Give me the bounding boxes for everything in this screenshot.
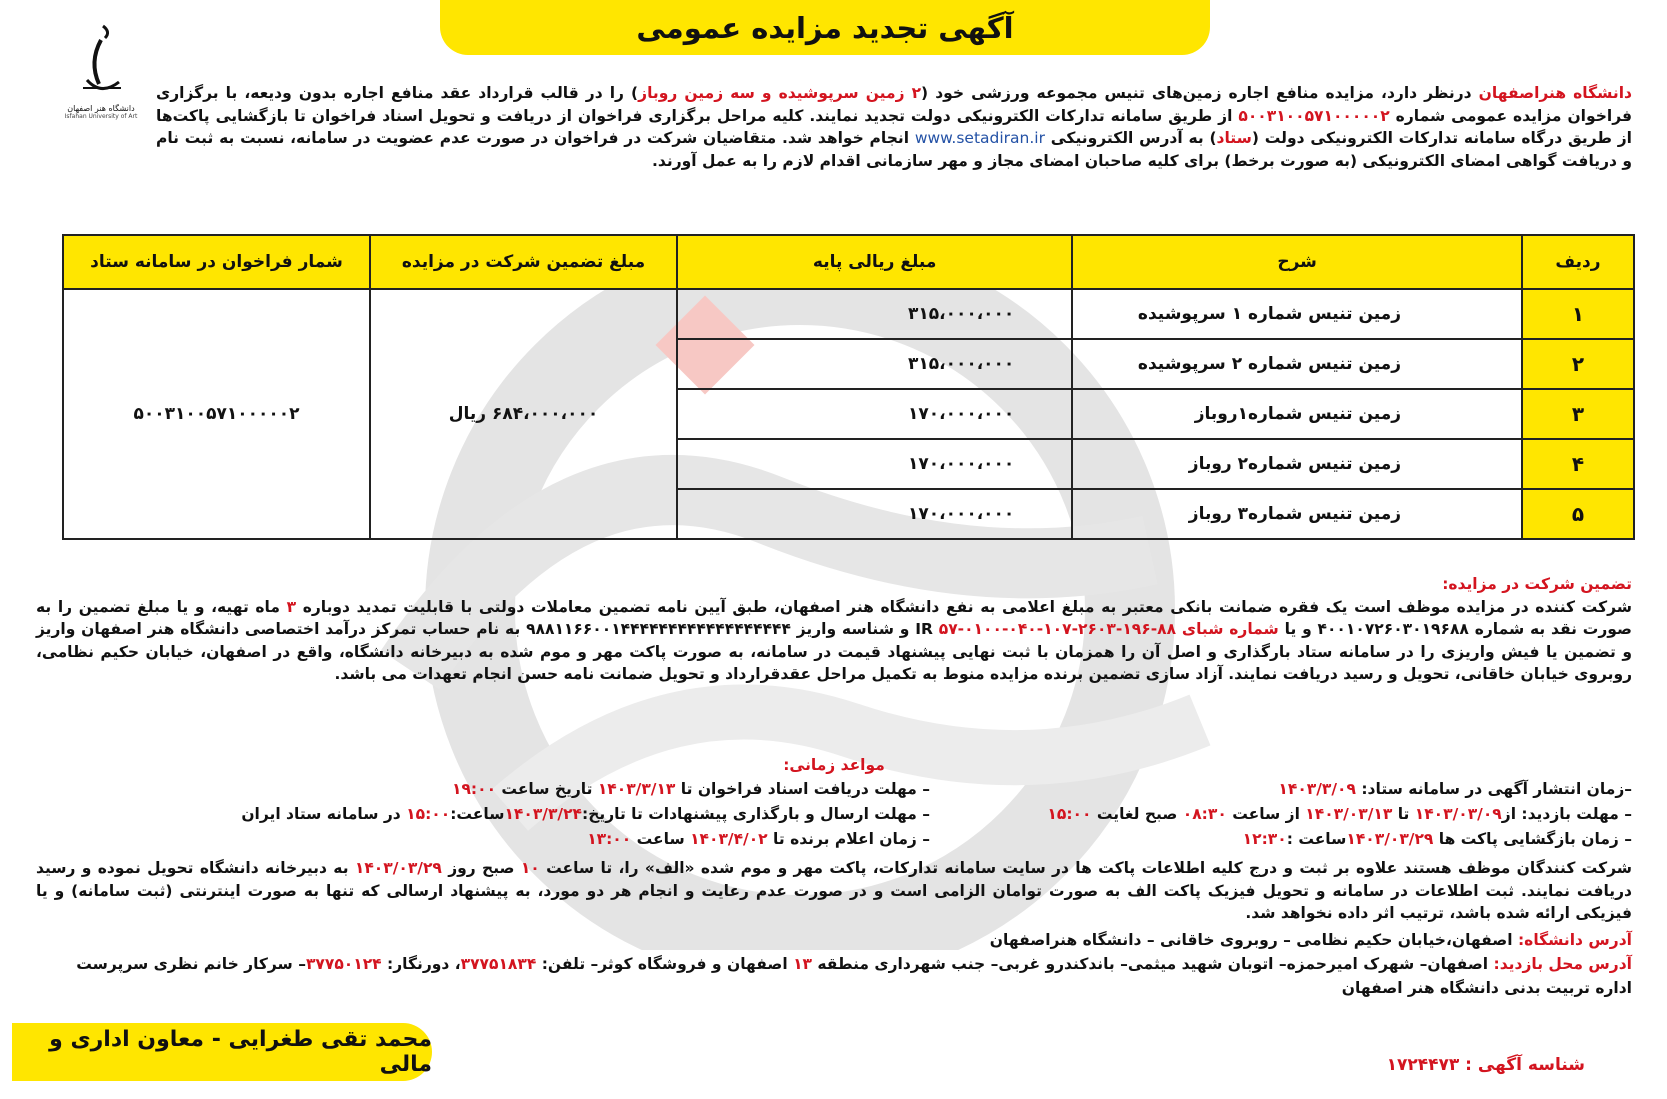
table-row (63, 289, 1634, 339)
guarantee-amount: ۶۸۴،۰۰۰،۰۰۰ ریال (370, 289, 677, 539)
submission-deadline-suffix: در سامانه ستاد ایران (241, 805, 407, 823)
submission-hour: ۱۰ (520, 859, 540, 877)
row-base-amount: ۱۷۰،۰۰۰،۰۰۰ (677, 489, 1072, 539)
submission-deadline-time: ۱۵:۰۰ (406, 805, 451, 823)
publish-date (932, 780, 1632, 805)
intro-subject: ۲ زمین سرپوشیده و سه زمین روباز (638, 84, 922, 102)
addresses (36, 928, 1632, 1000)
row-description: زمین تنیس شماره۲ روباز (1072, 439, 1522, 489)
submission-deadline-date: ۱۴۰۳/۳/۲۴ (504, 805, 583, 823)
signer-name: محمد تقی طغرایی - معاون اداری و مالی (49, 1027, 432, 1077)
schedule-row (200, 830, 1632, 855)
setad-link[interactable]: www.setadiran.ir (914, 129, 1045, 147)
row-base-amount: ۳۱۵،۰۰۰،۰۰۰ (677, 289, 1072, 339)
schedule-list (200, 780, 1632, 855)
submission-date: ۱۴۰۳/۰۳/۲۹ (354, 859, 442, 877)
row-description: زمین تنیس شماره ۲ سرپوشیده (1072, 339, 1522, 389)
call-number: ۵۰۰۳۱۰۰۵۷۱۰۰۰۰۰۲ (63, 289, 370, 539)
logo-caption-en: Isfahan University of Art (64, 113, 138, 120)
guarantee-heading: تضمین شرکت در مزایده: (1442, 575, 1632, 593)
logo-caption-fa: دانشگاه هنر اصفهان (67, 104, 135, 113)
intro-paragraph (36, 82, 1632, 172)
visit-address-b: اصفهان و فروشگاه کوثر– تلفن: (536, 955, 794, 973)
schedule-heading-wrap (36, 754, 1632, 777)
schedule-row (200, 780, 1632, 805)
notice-id-label: شناسه آگهی : (1459, 1055, 1585, 1075)
schedule-heading: مواعد زمانی: (783, 756, 885, 774)
visit-period-label: – مهلت بازدید: از (1501, 805, 1632, 823)
visit-address-zone: ۱۳ (793, 955, 813, 973)
visit-start-time: ۰۸:۳۰ (1182, 805, 1227, 823)
documents-deadline-mid: تاریخ ساعت (496, 780, 598, 798)
sheba-number: شماره شبای ۸۸-۱۹۶-۲۶۰۳-۱۰۷-۰۴۰-۰۱۰۰-۵۷ (938, 620, 1279, 638)
visit-period-until: صبح لغایت (1091, 805, 1183, 823)
opening-date-value: ۱۴۰۳/۰۳/۲۹ (1346, 830, 1434, 848)
winner-announcement-date: ۱۴۰۳/۴/۰۲ (690, 830, 768, 848)
visit-start-date: ۱۴۰۳/۰۳/۰۹ (1414, 805, 1502, 823)
visit-period (932, 805, 1632, 830)
intro-text-c: از طریق سامانه تدارکات الکترونیکی دولت تجدید نمایند. کلیه مراحل برگزاری فراخوان از دریافت و تحویل اسناد فراخوان تا بازگشایی پاکت‌ها از طریق درگاه سامانه تدارکات الکترونیکی دولت ( (156, 106, 1632, 147)
opening-date-label: – زمان بازگشایی پاکت ها (1433, 830, 1632, 848)
visit-address (36, 952, 1632, 1000)
phone-number: ۳۷۷۵۱۸۳۴ (460, 955, 537, 973)
submission-deadline-mid: ساعت: (450, 805, 505, 823)
visit-end-date: ۱۴۰۳/۰۳/۱۳ (1305, 805, 1393, 823)
signer-box (12, 1023, 432, 1081)
row-base-amount: ۳۱۵،۰۰۰،۰۰۰ (677, 339, 1072, 389)
row-number: ۳ (1522, 389, 1634, 439)
row-number: ۱ (1522, 289, 1634, 339)
intro-setad: ستاد (1216, 129, 1252, 147)
winner-announcement-mid: ساعت (631, 830, 691, 848)
header-row-number: ردیف (1522, 235, 1634, 289)
submission-text-a: شرکت کنندگان موظف هستند علاوه بر ثبت و درج کلیه اطلاعات پاکت ها در سایت سامانه تدارکات، پاکت مهر و موم شده «الف» را، تا ساعت (539, 859, 1632, 877)
notice-id-value: ۱۷۲۴۴۷۳ (1386, 1055, 1460, 1075)
university-address-value: اصفهان،خیابان حکیم نظامی – روبروی خاقانی – دانشگاه هنراصفهان (989, 931, 1518, 949)
publish-date-label: –زمان انتشار آگهی در سامانه ستاد: (1355, 780, 1632, 798)
header-description: شرح (1072, 235, 1522, 289)
visit-period-to: تا (1392, 805, 1415, 823)
submission-paragraph (36, 857, 1632, 925)
guarantee-text-c: IR و شناسه واریز ۹۸۸۱۱۶۶۰۰۱۴۴۴۴۴۴۴۴۴۴۴۴۴۴۴۴۴۴ به نام حساب تمرکز درآمد اختصاصی دانشگاه هنر اصفهان واریز و تضمین یا فیش واریزی را در سامانه ستاد بارگذاری و اصل آن را همزمان با ثبت نهایی پیشنهاد قیمت در سامانه، به صورت پاکت مهر و موم شده به دبیرخانه دانشگاه، واقع در اصفهان، خیابان حکیم نظامی، روبروی خیابان خاقانی، تحویل و رسید دریافت نمایند. آزاد سازی تضمین برنده مزایده منوط به تکمیل مراحل عقدقرارداد و تحویل ضمانت نامه حسن انجام تعهدات می باشد. (36, 620, 1632, 683)
notice-title-text: آگهی تجدید مزایده عمومی (636, 10, 1014, 45)
visit-end-time: ۱۵:۰۰ (1047, 805, 1092, 823)
intro-text-d: ) به آدرس الکترونیکی (1044, 129, 1217, 147)
winner-announcement (200, 830, 930, 855)
guarantee-text-a: شرکت کننده در مزایده موظف است یک فقره ضمانت بانکی معتبر به مبلغ اعلامی به نفع دانشگاه هنر اصفهان، طبق آیین نامه تضمین معاملات دولتی با قابلیت تمدید دوباره (296, 597, 1632, 616)
documents-deadline-label: – مهلت دریافت اسناد فراخوان تا (675, 780, 930, 798)
winner-announcement-time: ۱۳:۰۰ (587, 830, 632, 848)
documents-deadline-date: ۱۴۰۳/۳/۱۳ (597, 780, 676, 798)
table-header-row (63, 235, 1634, 289)
guarantee-section (36, 573, 1632, 686)
row-number: ۴ (1522, 439, 1634, 489)
visit-address-a: اصفهان– شهرک امیرحمزه– اتوبان شهید میثمی– باندکندرو غربی– جنب شهرداری منطقه (812, 955, 1494, 973)
documents-deadline (200, 780, 930, 805)
header-guarantee-amount: مبلغ تضمین شرکت در مزایده (370, 235, 677, 289)
fax-number: ۳۷۷۵۰۱۲۴ (305, 955, 382, 973)
submission-deadline-label: – مهلت ارسال و بارگذاری پیشنهادات تا تاریخ: (582, 805, 930, 823)
publish-date-value: ۱۴۰۳/۳/۰۹ (1278, 780, 1356, 798)
intro-text-a: درنظر دارد، مزایده منافع اجاره زمین‌های تنیس مجموعه ورزشی خود ( (921, 84, 1479, 102)
visit-address-label: آدرس محل بازدید: (1493, 955, 1632, 973)
guarantee-text-b: ماه تهیه، و یا مبلغ تضمین را به صورت نقد به شماره ۴۰۰۱۰۷۲۶۰۳۰۱۹۶۸۸ و یا (36, 597, 1632, 638)
organization-name: دانشگاه هنراصفهان (1478, 84, 1633, 102)
guarantee-paragraph (36, 596, 1632, 686)
university-address (36, 928, 1632, 952)
row-description: زمین تنیس شماره ۱ سرپوشیده (1072, 289, 1522, 339)
visit-period-from-hour: از ساعت (1226, 805, 1306, 823)
submission-text-b: صبح روز (441, 859, 521, 877)
header-base-amount: مبلغ ریالی پایه (677, 235, 1072, 289)
intro-text-b: ) را در قالب قرارداد عقد منافع اجاره بدون ودیعه، با برگزاری فراخوان مزایده عمومی شماره (156, 84, 1632, 125)
row-number: ۲ (1522, 339, 1634, 389)
winner-announcement-label: – زمان اعلام برنده تا (767, 830, 930, 848)
row-description: زمین تنیس شماره۳ روباز (1072, 489, 1522, 539)
notice-id (1240, 1055, 1585, 1075)
visit-address-c: ، دورنگار: (381, 955, 461, 973)
intro-text-e: انجام خواهد شد. متقاضیان شرکت در فراخوان در صورت عدم عضویت در سامانه، نسبت به ثبت نام و دریافت گواهی امضای الکترونیکی (به صورت برخط) برای کلیه صاحبان امضای مجاز و مهر سازمانی اقدام لازم را به عمل آورند. (156, 129, 1632, 170)
submission-deadline (200, 805, 930, 830)
row-description: زمین تنیس شماره۱روباز (1072, 389, 1522, 439)
auction-table (62, 234, 1635, 540)
header-call-number: شمار فراخوان در سامانه ستاد (63, 235, 370, 289)
opening-date-mid: ساعت : (1286, 830, 1347, 848)
schedule-row (200, 805, 1632, 830)
documents-deadline-time: ۱۹:۰۰ (451, 780, 497, 798)
row-base-amount: ۱۷۰،۰۰۰،۰۰۰ (677, 439, 1072, 489)
notice-title (440, 0, 1210, 55)
visit-address-d: – سرکار خانم نظری سرپرست اداره تربیت بدنی دانشگاه هنر اصفهان (76, 955, 1632, 997)
opening-time-value: ۱۲:۳۰ (1242, 830, 1287, 848)
opening-date (932, 830, 1632, 855)
row-number: ۵ (1522, 489, 1634, 539)
row-base-amount: ۱۷۰،۰۰۰،۰۰۰ (677, 389, 1072, 439)
submission-text-c: به دبیرخانه دانشگاه تحویل نموده و رسید دریافت نمایند. ثبت اطلاعات در سامانه و تحویل فیزیک پاکت الف به صورت توامان الزامی است و در صورت عدم رعایت و انجام هر دو مورد، به پیشنهاد ارسالی که تنها به صورت اینترنتی (ثبت سامانه) و یا فیزیکی ارائه شده باشد، ترتیب اثر داده نخواهد شد. (36, 859, 1632, 922)
intro-call-number: ۵۰۰۳۱۰۰۵۷۱۰۰۰۰۰۲ (1238, 106, 1390, 125)
guarantee-months: ۳ (286, 597, 297, 616)
university-address-label: آدرس دانشگاه: (1517, 931, 1632, 949)
